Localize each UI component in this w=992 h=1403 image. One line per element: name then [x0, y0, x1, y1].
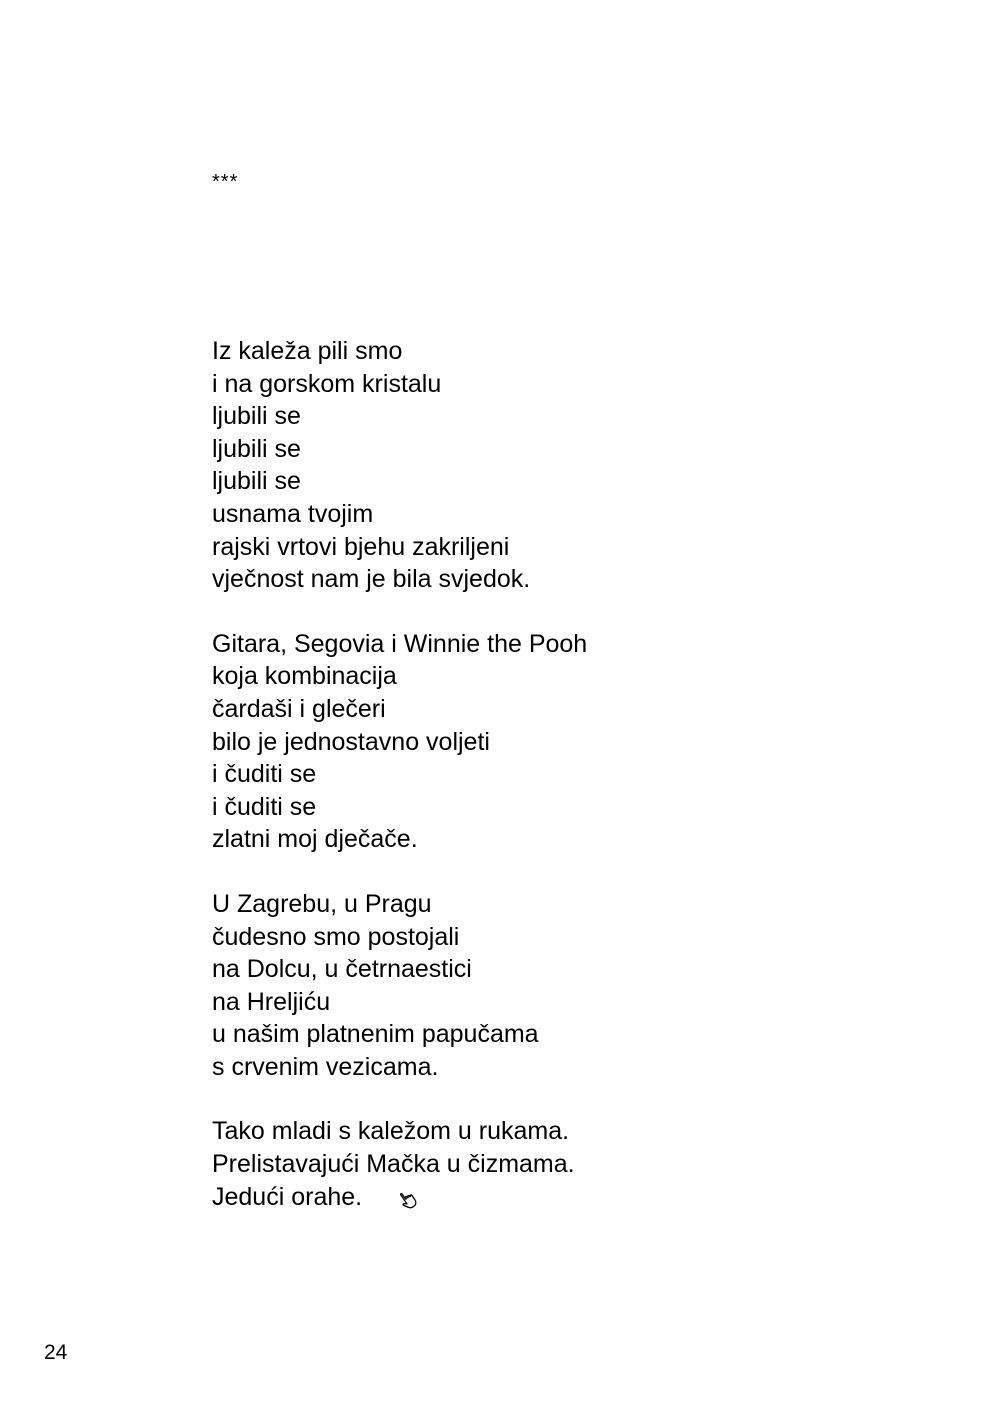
page-number: 24 [44, 1341, 68, 1364]
poem-line: U Zagrebu, u Pragu [212, 889, 432, 918]
poem-line: ljubili se [212, 467, 301, 496]
poem-line: Tako mladi s kaležom u rukama. [212, 1117, 570, 1146]
poem-line: na Hreljiću [212, 987, 331, 1016]
stanza-2 [212, 628, 852, 856]
poem-line: s crvenim vezicama. [212, 1052, 439, 1081]
poem-line: Iz kaleža pili smo [212, 337, 403, 365]
stanza-1 [212, 335, 852, 596]
poem-line: Prelistavajući Mačka u čizmama. [212, 1150, 575, 1179]
poem-line: ljubili se [212, 434, 301, 463]
poem-line: bilo je jednostavno voljeti [212, 727, 490, 756]
poem [212, 335, 852, 1245]
poem-line: čudesno smo postojali [212, 922, 460, 951]
poem-line: i čuditi se [212, 760, 317, 789]
poem-line: vječnost nam je bila svjedok. [212, 565, 531, 594]
poem-line: čardaši i glečeri [212, 694, 386, 723]
section-separator: *** [212, 171, 239, 193]
poem-line: zlatni moj dječače. [212, 825, 418, 854]
poem-line: Gitara, Segovia i Winnie the Pooh [212, 629, 588, 658]
stanza-4 [212, 1115, 852, 1213]
poem-line: usnama tvojim [212, 499, 374, 528]
poem-line: na Dolcu, u četrnaestici [212, 955, 472, 984]
stanza-3 [212, 888, 852, 1084]
poem-line: rajski vrtovi bjehu zakriljeni [212, 532, 510, 561]
poem-line: ljubili se [212, 402, 301, 431]
poem-line: i čuditi se [212, 792, 317, 821]
poem-line: u našim platnenim papučama [212, 1020, 539, 1049]
poem-line: Jedući orahe. [212, 1182, 363, 1211]
poem-line: i na gorskom kristalu [212, 369, 442, 398]
poem-line: koja kombinacija [212, 662, 397, 691]
pointing-hand-cursor-icon [398, 1187, 418, 1209]
final-line-row [212, 1181, 852, 1214]
